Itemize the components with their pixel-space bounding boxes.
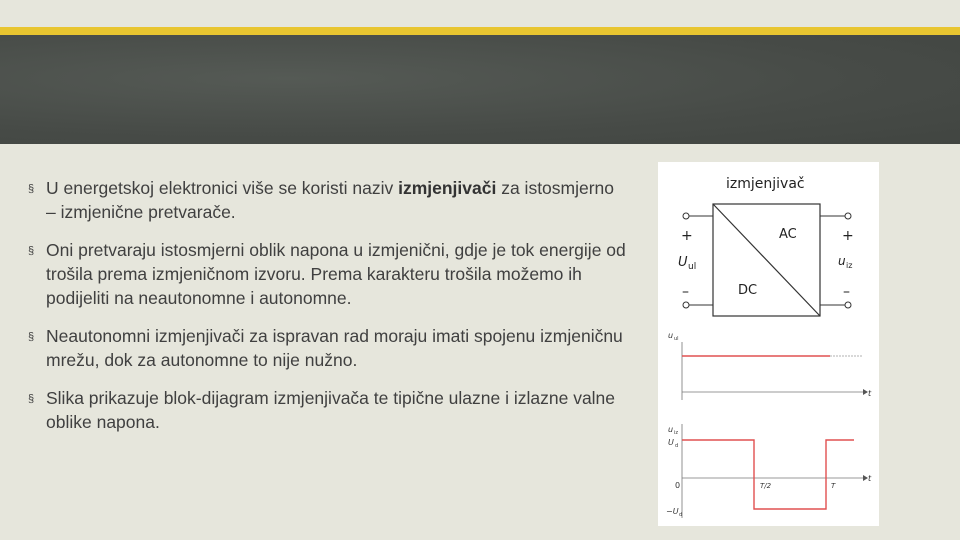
bullet-marker: § — [28, 331, 35, 343]
graph2-ud-sub: d — [675, 443, 679, 449]
bullet-marker: § — [28, 393, 35, 405]
block-title: izmjenjivač — [726, 176, 805, 192]
bullet-marker: § — [28, 183, 35, 195]
inverter-diagram — [658, 162, 879, 526]
bullet-item — [28, 238, 628, 310]
input-terminal-top — [683, 213, 689, 219]
graph1-y-sub: ul — [674, 336, 679, 342]
bullet-item — [28, 176, 628, 224]
bullet-item — [28, 324, 628, 372]
top-stripe — [0, 0, 960, 27]
graph2-ud-label: U — [668, 438, 674, 447]
accent-bar — [0, 27, 960, 35]
period-label: T — [831, 482, 836, 490]
bullet-text: Slika prikazuje blok-dijagram izmjenjivača te tipične ulazne i izlazne valne oblike napona. — [46, 388, 616, 432]
half-period-label: T/2 — [760, 482, 772, 490]
inverter-figure — [658, 162, 879, 526]
output-terminal-bottom — [845, 302, 851, 308]
graph2-y-label: u — [668, 425, 674, 434]
bullet-text: Oni pretvaraju istosmjerni oblik napona u izmjenični, gdje je tok energije od trošila prema izmjeničnom izvoru. Prema karakteru trošila možemo ih podijeliti na neautonomne i autonomne. — [46, 240, 626, 308]
input-minus: – — [682, 284, 689, 300]
graph1-t-label: t — [868, 389, 872, 398]
output-plus: + — [842, 228, 854, 244]
bullet-text: U energetskoj elektronici više se koristi naziv — [46, 178, 399, 198]
graph2-square-wave — [682, 440, 854, 509]
input-voltage-sub: ul — [688, 262, 697, 272]
input-voltage-label: U — [678, 255, 688, 270]
block-diagonal — [713, 204, 820, 316]
bullet-text: za istosmjerno – izmjenične pretvarače. — [46, 178, 615, 222]
output-terminal-top — [845, 213, 851, 219]
bullet-bold-term: izmjenjivači — [398, 178, 497, 198]
dc-label: DC — [738, 283, 758, 298]
graph2-neg-ud-label: −U — [666, 507, 679, 516]
bullet-marker: § — [28, 245, 35, 257]
graph2-t-label: t — [868, 474, 872, 483]
bullet-item — [28, 386, 628, 434]
input-plus: + — [681, 228, 693, 244]
output-voltage-sub: iz — [846, 261, 853, 270]
graph2-zero-label: 0 — [675, 481, 681, 490]
output-minus: – — [843, 284, 850, 300]
graph2-y-sub: iz — [674, 430, 679, 436]
bullet-text: Neautonomni izmjenjivači za ispravan rad moraju imati spojenu izmjeničnu mrežu, dok za autonomne to nije nužno. — [46, 326, 623, 370]
output-voltage-label: u — [838, 254, 846, 268]
title-band — [0, 35, 960, 144]
bullet-list — [28, 176, 628, 448]
graph1-y-label: u — [668, 331, 674, 340]
ac-label: AC — [779, 227, 797, 242]
input-terminal-bottom — [683, 302, 689, 308]
graph2-neg-ud-sub: d — [679, 512, 683, 518]
